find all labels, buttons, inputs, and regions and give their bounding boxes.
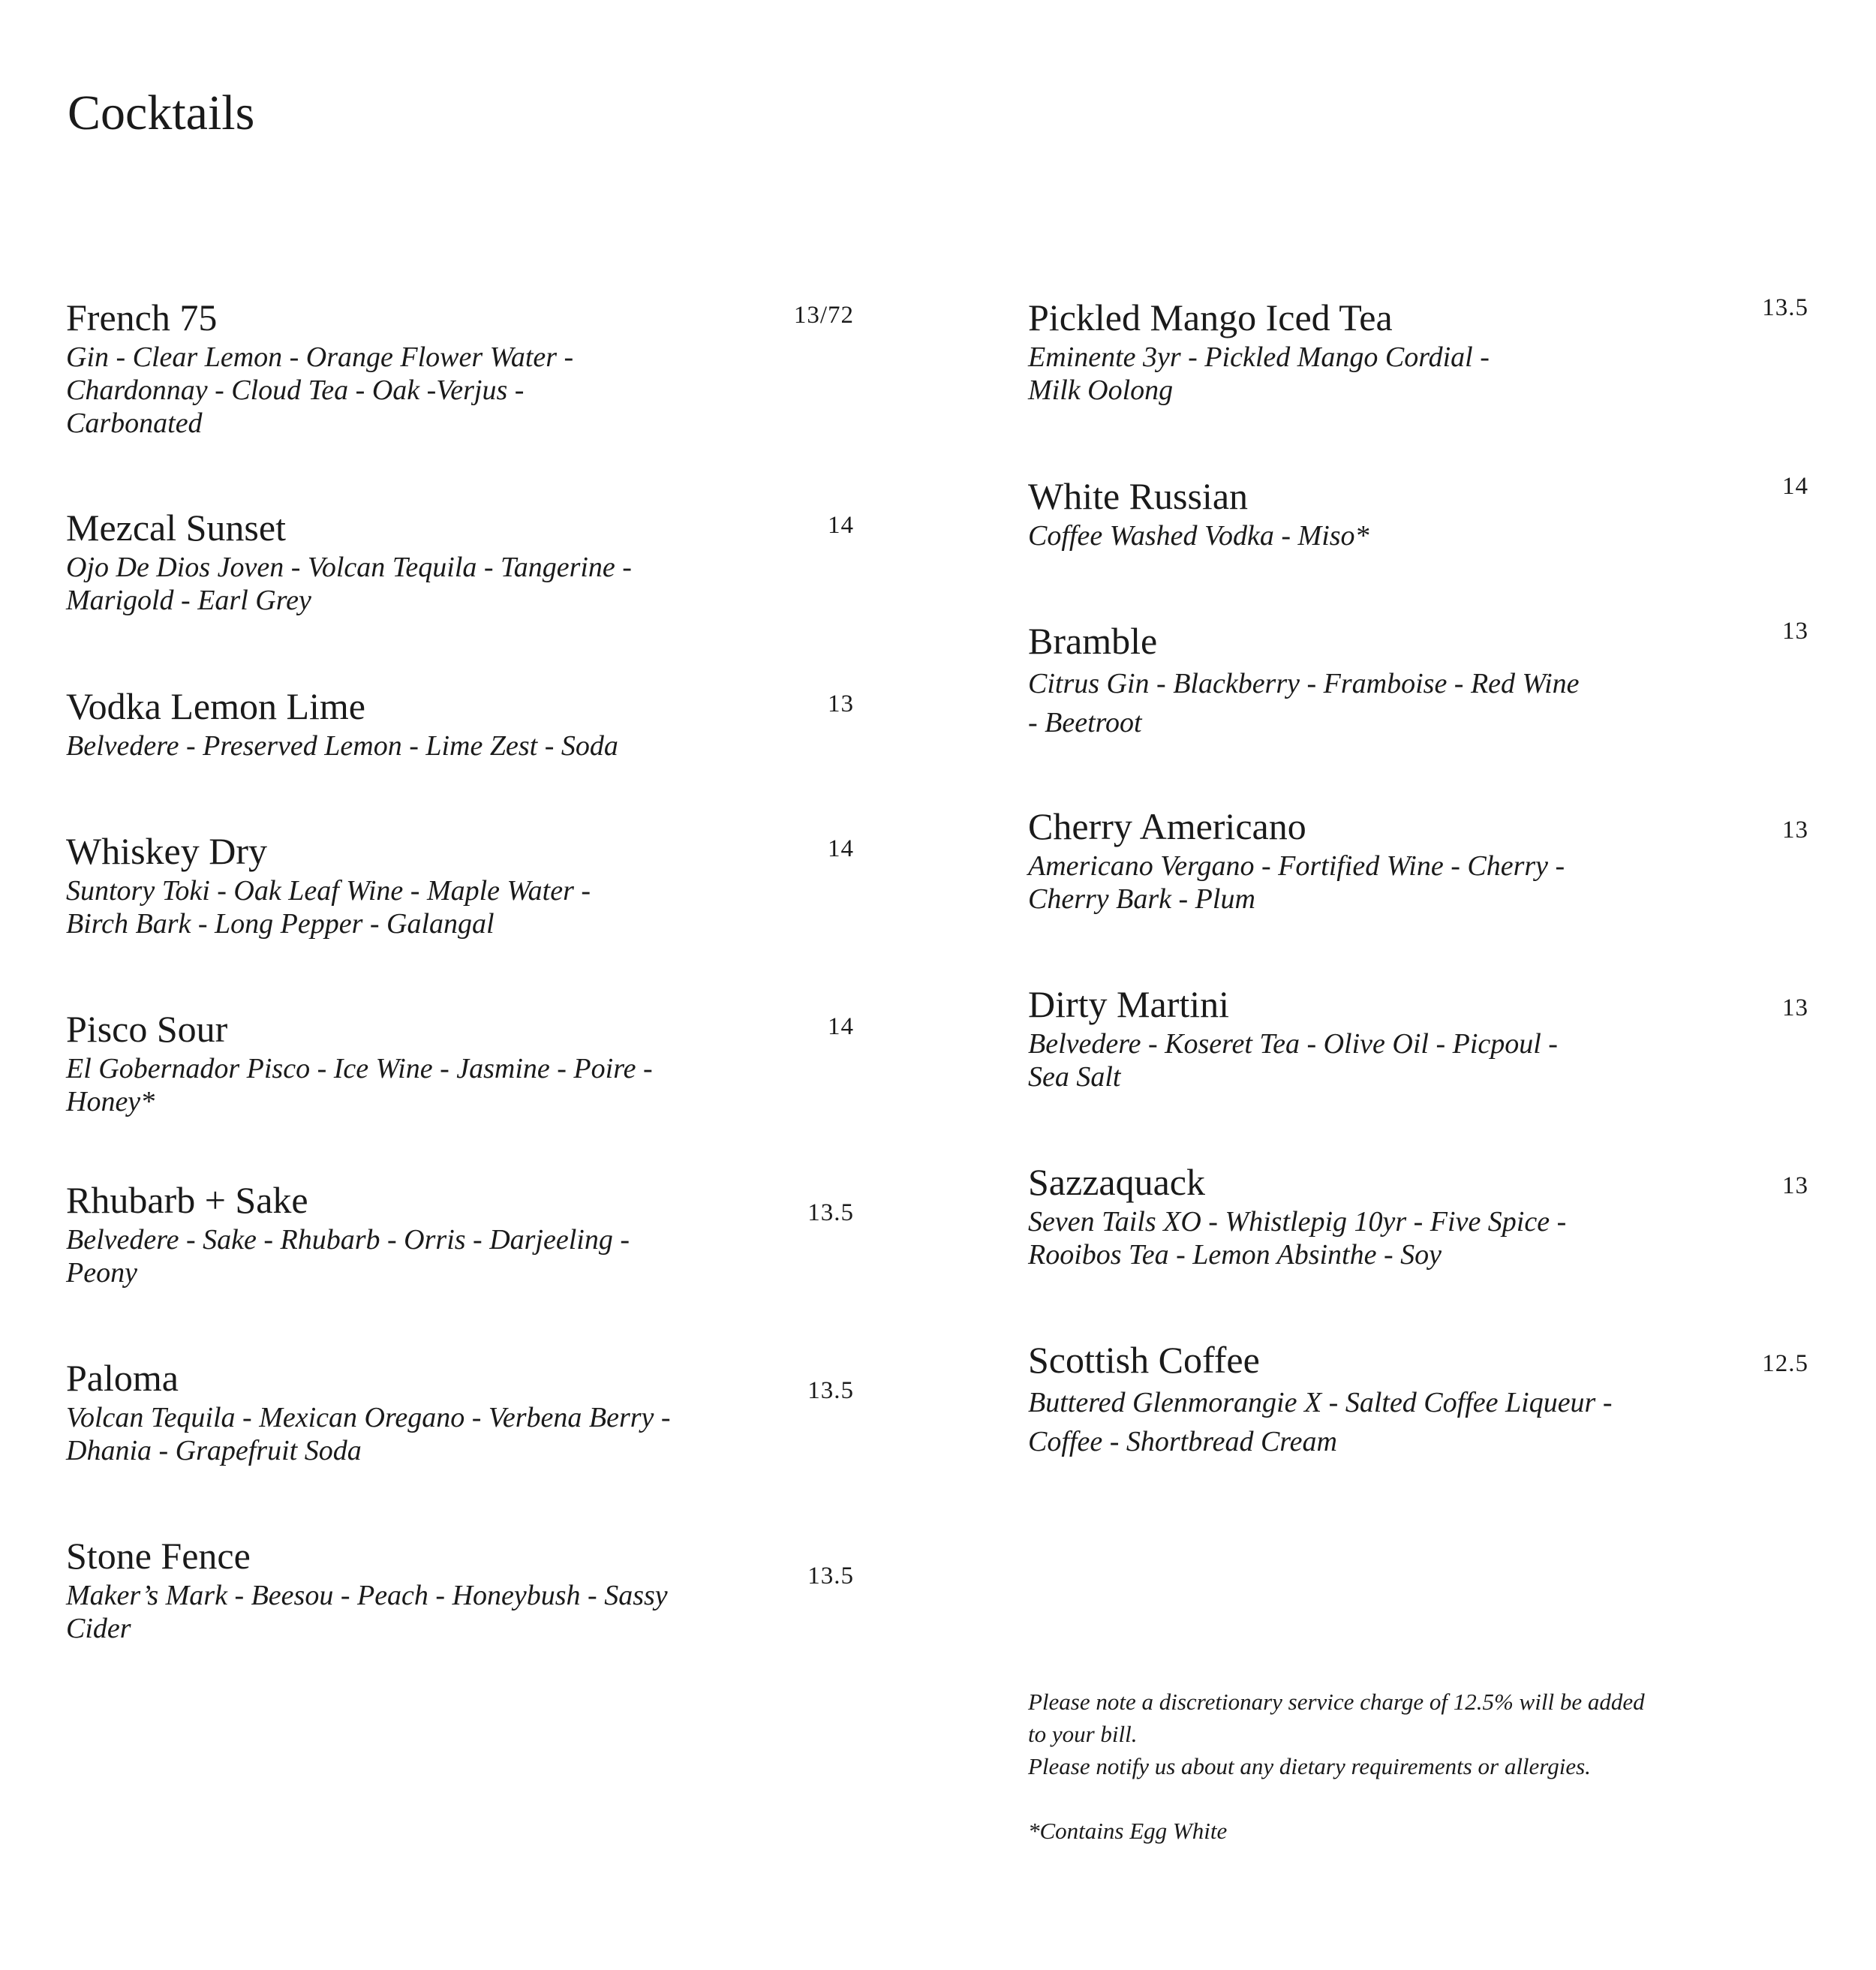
item-price: 13.5 bbox=[807, 1562, 854, 1590]
item-description: Coffee Washed Vodka - Miso* bbox=[1028, 520, 1369, 552]
item-name: Sazzaquack bbox=[1028, 1161, 1205, 1203]
item-price: 13 bbox=[1782, 618, 1808, 645]
item-price: 13 bbox=[828, 690, 854, 717]
item-price: 13.5 bbox=[807, 1199, 854, 1226]
menu-item bbox=[66, 504, 854, 617]
item-name: Bramble bbox=[1028, 620, 1158, 662]
item-price: 13/72 bbox=[793, 302, 854, 329]
item-description: Gin - Clear Lemon - Orange Flower Water - Chardonnay - Cloud Tea - Oak -Verjus - Carbonated bbox=[66, 341, 574, 439]
item-name: Dirty Martini bbox=[1028, 983, 1230, 1025]
item-price: 14 bbox=[828, 1013, 854, 1040]
item-description: Ojo De Dios Joven - Volcan Tequila - Tangerine - Marigold - Earl Grey bbox=[66, 552, 632, 616]
item-price: 13 bbox=[1782, 1172, 1808, 1199]
item-description: Belvedere - Koseret Tea - Olive Oil - Picpoul - Sea Salt bbox=[1028, 1028, 1558, 1093]
item-price: 13.5 bbox=[1762, 294, 1808, 321]
item-name: Cherry Americano bbox=[1028, 805, 1306, 847]
item-description: Volcan Tequila - Mexican Oregano - Verbena Berry - Dhania - Grapefruit Soda bbox=[66, 1402, 671, 1466]
menu-item bbox=[66, 1532, 854, 1645]
menu-item bbox=[1028, 1159, 1808, 1271]
item-description: Belvedere - Preserved Lemon - Lime Zest - Soda bbox=[66, 730, 618, 762]
menu-item bbox=[1028, 981, 1808, 1093]
item-name: Mezcal Sunset bbox=[66, 507, 286, 549]
item-name: Pisco Sour bbox=[66, 1008, 228, 1050]
item-description: Seven Tails XO - Whistlepig 10yr - Five Spice - Rooibos Tea - Lemon Absinthe - Soy bbox=[1028, 1206, 1567, 1271]
item-name: Rhubarb + Sake bbox=[66, 1179, 308, 1221]
item-name: Stone Fence bbox=[66, 1535, 251, 1577]
item-price: 14 bbox=[828, 512, 854, 539]
item-price: 12.5 bbox=[1762, 1350, 1808, 1377]
menu-item bbox=[1028, 1337, 1808, 1461]
menu-item bbox=[66, 1006, 854, 1118]
page-title: Cocktails bbox=[68, 86, 255, 140]
item-description: Citrus Gin - Blackberry - Framboise - Red Wine - Beetroot bbox=[1028, 668, 1580, 738]
menu-item bbox=[66, 1177, 854, 1289]
menu-item bbox=[66, 294, 854, 440]
menu-item bbox=[1028, 618, 1808, 742]
item-description: Eminente 3yr - Pickled Mango Cordial - Milk Oolong bbox=[1028, 341, 1490, 406]
menu-item bbox=[1028, 473, 1808, 552]
item-description: Belvedere - Sake - Rhubarb - Orris - Darjeeling - Peony bbox=[66, 1224, 630, 1289]
item-name: White Russian bbox=[1028, 475, 1249, 517]
item-price: 14 bbox=[1782, 473, 1808, 500]
item-price: 13 bbox=[1782, 994, 1808, 1021]
service-note bbox=[1028, 1686, 1703, 1847]
item-name: Vodka Lemon Lime bbox=[66, 685, 365, 727]
menu-item bbox=[66, 1355, 854, 1467]
service-charge-line-2: to your bill. bbox=[1028, 1721, 1138, 1747]
item-price: 13 bbox=[1782, 817, 1808, 844]
item-name: French 75 bbox=[66, 296, 218, 338]
dietary-note: Please notify us about any dietary requirements or allergies. bbox=[1028, 1753, 1591, 1779]
menu-item bbox=[1028, 294, 1808, 407]
item-description: Americano Vergano - Fortified Wine - Cherry - Cherry Bark - Plum bbox=[1028, 850, 1565, 915]
menu-item bbox=[66, 828, 854, 940]
item-name: Paloma bbox=[66, 1357, 179, 1399]
service-charge-line: Please note a discretionary service charge of 12.5% will be added bbox=[1028, 1689, 1645, 1715]
item-price: 14 bbox=[828, 835, 854, 862]
menu-item bbox=[66, 683, 854, 762]
item-description: Buttered Glenmorangie X - Salted Coffee Liqueur - Coffee - Shortbread Cream bbox=[1028, 1387, 1613, 1457]
menu-item bbox=[1028, 803, 1808, 916]
item-description: El Gobernador Pisco - Ice Wine - Jasmine - Poire - Honey* bbox=[66, 1053, 653, 1117]
item-name: Pickled Mango Iced Tea bbox=[1028, 296, 1393, 338]
item-name: Whiskey Dry bbox=[66, 830, 267, 872]
egg-white-note: *Contains Egg White bbox=[1028, 1818, 1228, 1844]
item-description: Maker’s Mark - Beesou - Peach - Honeybush - Sassy Cider bbox=[66, 1580, 668, 1644]
item-description: Suntory Toki - Oak Leaf Wine - Maple Water - Birch Bark - Long Pepper - Galangal bbox=[66, 875, 591, 940]
item-price: 13.5 bbox=[807, 1377, 854, 1404]
item-name: Scottish Coffee bbox=[1028, 1339, 1260, 1381]
